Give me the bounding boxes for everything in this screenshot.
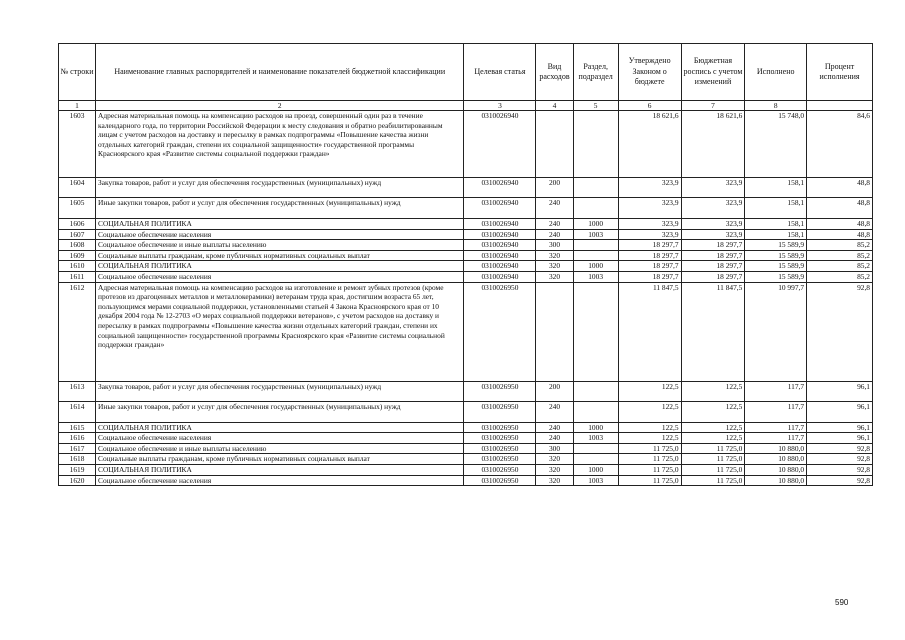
row-budget-schedule: 18 297,7	[681, 271, 745, 282]
row-executed: 15 748,0	[745, 111, 807, 178]
row-name: СОЦИАЛЬНАЯ ПОЛИТИКА	[96, 219, 464, 230]
row-executed: 15 589,9	[745, 240, 807, 251]
row-name: Социальные выплаты гражданам, кроме публичных нормативных социальных выплат	[96, 250, 464, 261]
row-number: 1605	[59, 198, 96, 219]
row-section	[573, 454, 618, 465]
row-expense-type: 320	[536, 454, 573, 465]
row-number: 1620	[59, 475, 96, 486]
row-section: 1003	[573, 475, 618, 486]
row-target-article: 0310026950	[464, 422, 536, 433]
column-index-row	[59, 101, 873, 111]
row-percent: 92,8	[807, 443, 873, 454]
column-index: 8	[745, 101, 807, 111]
row-approved: 18 621,6	[618, 111, 681, 178]
row-approved: 18 297,7	[618, 250, 681, 261]
header-expense-type: Вид расходов	[536, 44, 573, 101]
row-approved: 323,9	[618, 198, 681, 219]
row-percent: 48,8	[807, 219, 873, 230]
row-number: 1611	[59, 271, 96, 282]
table-row	[59, 454, 873, 465]
row-section: 1003	[573, 229, 618, 240]
row-budget-schedule: 323,9	[681, 198, 745, 219]
row-name: СОЦИАЛЬНАЯ ПОЛИТИКА	[96, 464, 464, 475]
row-percent: 85,2	[807, 240, 873, 251]
header-approved: Утверждено Законом о бюджете	[618, 44, 681, 101]
row-expense-type: 300	[536, 443, 573, 454]
row-approved: 11 725,0	[618, 464, 681, 475]
row-budget-schedule: 18 297,7	[681, 250, 745, 261]
row-section: 1003	[573, 433, 618, 444]
row-section	[573, 443, 618, 454]
budget-execution-table	[58, 43, 873, 486]
row-target-article: 0310026940	[464, 111, 536, 178]
column-index: 4	[536, 101, 573, 111]
column-index: 3	[464, 101, 536, 111]
row-target-article: 0310026950	[464, 475, 536, 486]
row-section	[573, 240, 618, 251]
row-budget-schedule: 122,5	[681, 422, 745, 433]
row-section: 1000	[573, 261, 618, 272]
row-executed: 15 589,9	[745, 261, 807, 272]
row-percent: 48,8	[807, 178, 873, 198]
row-section: 1000	[573, 219, 618, 230]
row-expense-type: 240	[536, 219, 573, 230]
row-executed: 158,1	[745, 219, 807, 230]
row-percent: 85,2	[807, 261, 873, 272]
row-approved: 122,5	[618, 433, 681, 444]
table-row	[59, 240, 873, 251]
row-executed: 117,7	[745, 422, 807, 433]
row-budget-schedule: 122,5	[681, 433, 745, 444]
row-approved: 11 725,0	[618, 475, 681, 486]
row-expense-type: 320	[536, 261, 573, 272]
row-section	[573, 250, 618, 261]
row-approved: 323,9	[618, 219, 681, 230]
row-section	[573, 198, 618, 219]
row-number: 1617	[59, 443, 96, 454]
table-row	[59, 282, 873, 381]
table-row	[59, 261, 873, 272]
column-index	[807, 101, 873, 111]
table-row	[59, 464, 873, 475]
row-executed: 158,1	[745, 178, 807, 198]
row-percent: 96,1	[807, 433, 873, 444]
row-expense-type: 320	[536, 271, 573, 282]
row-executed: 10 880,0	[745, 475, 807, 486]
row-budget-schedule: 18 297,7	[681, 261, 745, 272]
row-expense-type: 200	[536, 381, 573, 401]
row-target-article: 0310026950	[464, 401, 536, 422]
row-number: 1608	[59, 240, 96, 251]
row-name: СОЦИАЛЬНАЯ ПОЛИТИКА	[96, 422, 464, 433]
row-percent: 48,8	[807, 229, 873, 240]
header-percent: Процент исполнения	[807, 44, 873, 101]
table-row	[59, 381, 873, 401]
row-executed: 158,1	[745, 229, 807, 240]
row-budget-schedule: 323,9	[681, 178, 745, 198]
table-row	[59, 475, 873, 486]
row-target-article: 0310026940	[464, 250, 536, 261]
row-executed: 117,7	[745, 433, 807, 444]
row-approved: 122,5	[618, 401, 681, 422]
table-row	[59, 178, 873, 198]
row-number: 1604	[59, 178, 96, 198]
row-number: 1603	[59, 111, 96, 178]
row-target-article: 0310026950	[464, 282, 536, 381]
row-name: Иные закупки товаров, работ и услуг для обеспечения государственных (муниципальных) нужд	[96, 198, 464, 219]
row-target-article: 0310026950	[464, 454, 536, 465]
table-row	[59, 229, 873, 240]
table-row	[59, 111, 873, 178]
page-number: 590	[835, 598, 849, 607]
row-target-article: 0310026950	[464, 433, 536, 444]
row-name: Социальное обеспечение населения	[96, 271, 464, 282]
row-executed: 15 589,9	[745, 250, 807, 261]
row-percent: 92,8	[807, 282, 873, 381]
table-header-row	[59, 44, 873, 101]
row-executed: 10 880,0	[745, 443, 807, 454]
row-name: Закупка товаров, работ и услуг для обеспечения государственных (муниципальных) нужд	[96, 381, 464, 401]
row-section	[573, 401, 618, 422]
row-number: 1616	[59, 433, 96, 444]
row-expense-type: 320	[536, 250, 573, 261]
row-budget-schedule: 11 725,0	[681, 475, 745, 486]
row-expense-type: 320	[536, 464, 573, 475]
row-budget-schedule: 18 297,7	[681, 240, 745, 251]
row-budget-schedule: 18 621,6	[681, 111, 745, 178]
row-number: 1614	[59, 401, 96, 422]
row-executed: 117,7	[745, 401, 807, 422]
column-index: 5	[573, 101, 618, 111]
row-approved: 18 297,7	[618, 240, 681, 251]
table-row	[59, 250, 873, 261]
row-expense-type: 320	[536, 475, 573, 486]
row-executed: 10 997,7	[745, 282, 807, 381]
row-expense-type: 200	[536, 178, 573, 198]
column-index: 1	[59, 101, 96, 111]
row-expense-type: 240	[536, 198, 573, 219]
row-name: Социальные выплаты гражданам, кроме публичных нормативных социальных выплат	[96, 454, 464, 465]
row-section	[573, 178, 618, 198]
row-name: Закупка товаров, работ и услуг для обеспечения государственных (муниципальных) нужд	[96, 178, 464, 198]
table-row	[59, 401, 873, 422]
row-target-article: 0310026950	[464, 464, 536, 475]
table-row	[59, 433, 873, 444]
row-section	[573, 381, 618, 401]
column-index: 2	[96, 101, 464, 111]
row-approved: 323,9	[618, 229, 681, 240]
row-name: Социальное обеспечение и иные выплаты населению	[96, 443, 464, 454]
column-index: 6	[618, 101, 681, 111]
header-name: Наименование главных распорядителей и наименование показателей бюджетной классификации	[96, 44, 464, 101]
row-name: Социальное обеспечение населения	[96, 475, 464, 486]
row-number: 1613	[59, 381, 96, 401]
row-name: Адресная материальная помощь на компенсацию расходов на проезд, совершенный один раз в течение календарного года, по территории Российской Федерации к месту следования и обратно реабилитированным лицам с учетом расходов на доставку и пересылку в рамках подпрограммы «Повышение качества жизни отдельных категорий граждан, степени их социальной защищенности» государственной программы Красноярского края «Развитие системы социальной поддержки граждан»	[96, 111, 464, 178]
header-executed: Исполнено	[745, 44, 807, 101]
row-section	[573, 282, 618, 381]
row-section	[573, 111, 618, 178]
row-name: Адресная материальная помощь на компенсацию расходов на изготовление и ремонт зубных протезов (кроме протезов из драгоценных металлов и металлокерамики) ветеранам труда края, достигшим возраста 65 лет, пользующимся мерами социальной поддержки, установленными статьей 4 Закона Красноярского края от 10 декабря 2004 года № 12-2703 «О мерах социальной поддержки ветеранов», с учетом расходов на доставку и пересылку в рамках подпрограммы «Повышение качества жизни отдельных категорий граждан, степени их социальной защищенности» государственной программы Красноярского края «Развитие системы социальной поддержки граждан»	[96, 282, 464, 381]
row-percent: 85,2	[807, 250, 873, 261]
row-target-article: 0310026940	[464, 271, 536, 282]
row-target-article: 0310026940	[464, 198, 536, 219]
row-percent: 92,8	[807, 454, 873, 465]
row-number: 1606	[59, 219, 96, 230]
row-budget-schedule: 323,9	[681, 229, 745, 240]
row-number: 1612	[59, 282, 96, 381]
row-expense-type: 300	[536, 240, 573, 251]
row-percent: 85,2	[807, 271, 873, 282]
row-number: 1607	[59, 229, 96, 240]
row-percent: 96,1	[807, 422, 873, 433]
row-name: Иные закупки товаров, работ и услуг для обеспечения государственных (муниципальных) нужд	[96, 401, 464, 422]
header-row-no: № строки	[59, 44, 96, 101]
row-budget-schedule: 11 725,0	[681, 464, 745, 475]
row-section: 1000	[573, 464, 618, 475]
row-budget-schedule: 122,5	[681, 381, 745, 401]
row-approved: 11 847,5	[618, 282, 681, 381]
row-target-article: 0310026940	[464, 240, 536, 251]
row-target-article: 0310026950	[464, 381, 536, 401]
row-approved: 122,5	[618, 422, 681, 433]
row-approved: 323,9	[618, 178, 681, 198]
row-name: Социальное обеспечение населения	[96, 229, 464, 240]
row-section: 1000	[573, 422, 618, 433]
row-number: 1615	[59, 422, 96, 433]
row-expense-type: 240	[536, 401, 573, 422]
row-expense-type	[536, 282, 573, 381]
row-approved: 122,5	[618, 381, 681, 401]
row-expense-type	[536, 111, 573, 178]
table-row	[59, 198, 873, 219]
row-executed: 10 880,0	[745, 464, 807, 475]
row-budget-schedule: 11 725,0	[681, 443, 745, 454]
row-percent: 96,1	[807, 381, 873, 401]
row-budget-schedule: 11 847,5	[681, 282, 745, 381]
row-expense-type: 240	[536, 229, 573, 240]
row-expense-type: 240	[536, 422, 573, 433]
row-name: СОЦИАЛЬНАЯ ПОЛИТИКА	[96, 261, 464, 272]
row-percent: 48,8	[807, 198, 873, 219]
budget-table-sheet	[58, 43, 873, 486]
row-approved: 11 725,0	[618, 443, 681, 454]
row-target-article: 0310026940	[464, 178, 536, 198]
row-executed: 10 880,0	[745, 454, 807, 465]
row-number: 1619	[59, 464, 96, 475]
header-section: Раздел, подраздел	[573, 44, 618, 101]
header-budget-schedule: Бюджетная роспись с учетом изменений	[681, 44, 745, 101]
row-name: Социальное обеспечение населения	[96, 433, 464, 444]
column-index: 7	[681, 101, 745, 111]
row-approved: 11 725,0	[618, 454, 681, 465]
row-target-article: 0310026940	[464, 229, 536, 240]
row-number: 1609	[59, 250, 96, 261]
row-expense-type: 240	[536, 433, 573, 444]
row-target-article: 0310026940	[464, 219, 536, 230]
table-row	[59, 443, 873, 454]
row-percent: 84,6	[807, 111, 873, 178]
row-target-article: 0310026950	[464, 443, 536, 454]
table-row	[59, 422, 873, 433]
row-approved: 18 297,7	[618, 271, 681, 282]
row-budget-schedule: 11 725,0	[681, 454, 745, 465]
row-executed: 158,1	[745, 198, 807, 219]
row-section: 1003	[573, 271, 618, 282]
table-row	[59, 271, 873, 282]
row-percent: 92,8	[807, 464, 873, 475]
row-executed: 15 589,9	[745, 271, 807, 282]
row-approved: 18 297,7	[618, 261, 681, 272]
table-row	[59, 219, 873, 230]
row-budget-schedule: 122,5	[681, 401, 745, 422]
row-percent: 96,1	[807, 401, 873, 422]
header-target-article: Целевая статья	[464, 44, 536, 101]
row-executed: 117,7	[745, 381, 807, 401]
row-budget-schedule: 323,9	[681, 219, 745, 230]
row-target-article: 0310026940	[464, 261, 536, 272]
row-name: Социальное обеспечение и иные выплаты населению	[96, 240, 464, 251]
row-number: 1610	[59, 261, 96, 272]
row-number: 1618	[59, 454, 96, 465]
row-percent: 92,8	[807, 475, 873, 486]
